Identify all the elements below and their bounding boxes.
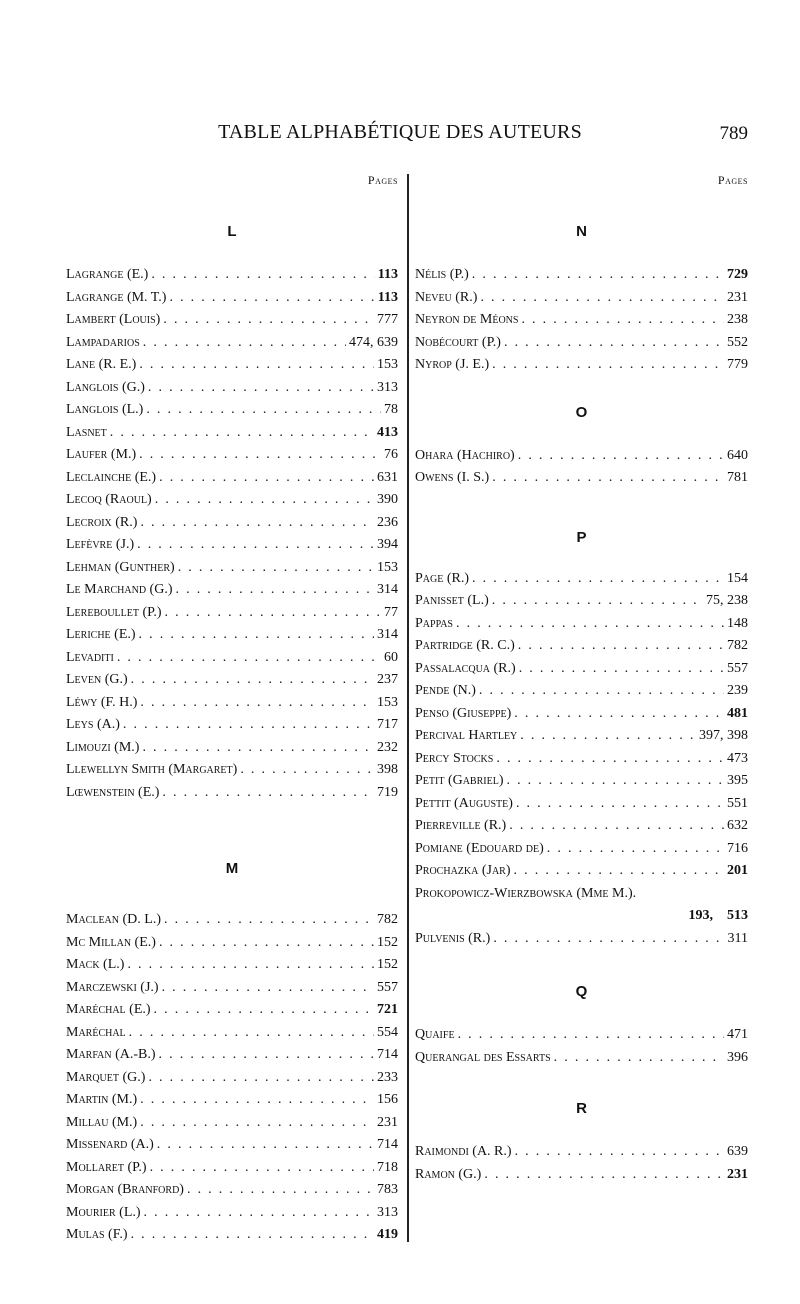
section-letter: R [576,1100,587,1117]
entry-pages: 113 [377,267,398,282]
dot-leader [518,445,724,468]
index-entry [66,759,398,782]
entry-pages: 398 [377,762,398,777]
index-entry [66,999,398,1022]
index-entry [415,725,748,748]
dot-leader [169,287,374,310]
entry-name: Marquet (G.) [66,1069,146,1085]
entry-pages: 152 [377,957,398,972]
entry-name: Pomiane (Edouard de) [415,840,544,856]
entry-pages: 413 [377,424,398,440]
left-column [66,166,398,1247]
entry-name: Lasnet [66,424,107,440]
index-entry [415,1164,748,1187]
entry-name: Mollaret (P.) [66,1159,147,1175]
section-letter: N [576,223,587,240]
section-letter: Q [575,983,588,1000]
index-entry [66,647,398,670]
entry-pages: 394 [377,537,398,552]
entry-name: Lecoq (Raoul) [66,492,152,507]
dot-leader [456,613,724,636]
index-entry [66,444,398,467]
entry-pages: 113 [377,289,398,305]
entry-name: Morgan (Branford) [66,1182,184,1197]
index-entry [66,332,398,355]
index-entry [415,860,748,883]
entry-name: Pappas [415,615,453,631]
index-entry [415,467,748,490]
dot-leader [492,467,724,490]
dot-leader [518,635,724,658]
entry-pages: 314 [377,582,398,597]
entry-name: Mourier (L.) [66,1204,141,1220]
entry-pages: 714 [377,1137,398,1152]
index-entry [415,613,748,636]
entry-name: Pulvenis (R.) [415,930,491,946]
entry-name: Petit (Gabriel) [415,773,504,788]
entry-pages: 60 [384,649,398,665]
entry-name: Maréchal (E.) [66,1002,151,1017]
index-entry [66,692,398,715]
entry-pages: 156 [377,1092,398,1107]
entry-pages: 153 [377,694,398,710]
dot-leader [137,534,374,557]
entry-name: Penso (Giuseppe) [415,705,512,721]
entry-pages: 513 [727,908,748,923]
section-letter: O [575,403,588,421]
entry-pages: 717 [377,717,398,732]
dot-leader [165,602,381,625]
index-entry [66,1179,398,1202]
entry-name: Leven (G.) [66,672,128,687]
entry-name: Panisset (L.) [415,593,489,608]
index-entry [66,782,398,805]
entry-pages: 474, 639 [349,334,398,350]
entry-prokopowicz [415,883,748,906]
entry-name: Marczewski (J.) [66,979,159,995]
entry-pages: 232 [377,739,398,755]
dot-leader [154,999,374,1022]
index-entry [66,1044,398,1067]
index-entry [415,287,748,310]
entry-name: Pende (N.) [415,683,476,698]
index-entry [66,954,398,977]
section-letter: P [576,528,587,546]
entry-pages: 551 [727,795,748,811]
section-O [415,403,748,490]
dot-leader [480,287,724,310]
entry-pages: 781 [727,470,748,485]
dot-leader [516,793,724,816]
entry-pages: 557 [727,660,748,676]
section-letter: M [225,860,239,877]
index-entry [415,658,748,681]
index-entry [66,1224,398,1247]
dot-leader [493,928,724,951]
index-entry [66,354,398,377]
entry-name: Quaife [415,1027,455,1042]
entry-name: Langlois (L.) [66,402,144,417]
page-number: 789 [719,123,748,144]
entry-name: Lecroix (R.) [66,514,138,530]
dot-leader [492,590,703,613]
dot-leader [504,332,724,355]
entry-name: Nélis (P.) [415,267,469,282]
dot-leader [148,1067,374,1090]
entry-pages: 77 [384,604,398,620]
dot-leader [176,579,375,602]
entry-pages: 631 [377,469,398,485]
entries [415,264,748,377]
entry-name: Mack (L.) [66,957,125,972]
dot-leader [178,557,374,580]
dot-leader [479,680,724,703]
index-entry [66,1022,398,1045]
dot-leader [159,467,374,490]
entry-name: Missenard (A.) [66,1137,154,1152]
dot-leader [515,1141,724,1164]
entry-name: Prochazka (Jar) [415,863,511,878]
column-divider [407,174,409,1242]
index-entry [415,332,748,355]
entry-pages: 76 [384,447,398,462]
index-entry [66,1089,398,1112]
entry-name: Raimondi (A. R.) [415,1144,512,1159]
entry-pages: 632 [727,818,748,833]
entry-name: Querangal des Essarts [415,1049,551,1065]
index-entry [415,838,748,861]
entry-pages: 231 [377,1114,398,1130]
entry-name: Léwy (F. H.) [66,694,138,710]
index-entry [415,703,748,726]
entry-name: Neveu (R.) [415,289,478,305]
dot-leader [139,624,374,647]
section-P [415,528,748,951]
index-entry [66,909,398,932]
index-entry [66,264,398,287]
entry-name: Partridge (R. C.) [415,638,515,653]
entry-name: Millau (M.) [66,1114,138,1130]
dot-leader [514,860,724,883]
entry-name: Levaditi [66,649,114,665]
dot-leader [506,770,724,793]
entry-name: Page (R.) [415,570,469,586]
entry-name: Leclainche (E.) [66,469,157,485]
dot-leader [163,309,374,332]
entry-name: Mulas (F.) [66,1227,128,1242]
entry-pages: 783 [377,1182,398,1197]
entry-pages: 419 [377,1227,398,1242]
entry-pages: 554 [377,1024,398,1040]
section-N [415,222,748,377]
entry-name: Lane (R. E.) [66,357,137,372]
entry-pages: 777 [377,312,398,327]
index-entry [415,928,748,951]
dot-leader [143,332,346,355]
entry-pages: 148 [727,615,748,631]
entry-pages: 639 [727,1144,748,1159]
entry-pages: 397, 398 [699,728,748,743]
dot-leader [240,759,374,782]
index-entry [66,1202,398,1225]
dot-leader [554,1047,724,1070]
index-entry [66,489,398,512]
entry-pages: 153 [377,559,398,575]
entry-name: Martin (M.) [66,1092,138,1107]
section-Q [415,982,748,1069]
index-entry [415,264,748,287]
dot-leader [148,377,374,400]
dot-leader [514,703,724,726]
entry-pages: 233 [377,1069,398,1085]
entry-name: Prokopowicz-Wierzbowska (Mme M.). [415,885,637,901]
entry-name: Leys (A.) [66,717,120,732]
dot-leader [144,1202,374,1225]
dot-leader [139,444,381,467]
section-letter: L [227,223,237,240]
entry-name: Mc Millan (E.) [66,934,156,950]
dot-leader [472,568,724,591]
index-entry [66,309,398,332]
right-column [415,166,748,1186]
entry-pages: 719 [377,784,398,800]
dot-leader [509,815,724,838]
entry-pages: 154 [727,570,748,586]
index-entry [66,1134,398,1157]
dot-leader [520,725,696,748]
section-R [415,1099,748,1186]
entry-name: Llewellyn Smith (Margaret) [66,762,238,777]
index-entry [66,602,398,625]
index-entry [66,422,398,445]
dot-leader [140,692,374,715]
entry-pages: 718 [377,1159,398,1175]
index-entry [66,669,398,692]
index-entry [415,815,748,838]
entry-pages: 716 [727,840,748,856]
dot-leader [496,748,724,771]
dot-leader [139,354,374,377]
entry-pages: 313 [377,1204,398,1220]
entry-name: Marfan (A.-B.) [66,1047,156,1062]
index-entry [66,467,398,490]
entry-name: Pierreville (R.) [415,818,507,833]
index-entry [66,932,398,955]
entry-name: Ohara (Hachiro) [415,447,515,463]
index-entry [66,624,398,647]
dot-leader [484,1164,724,1187]
entry-pages: 714 [377,1047,398,1062]
dot-leader [521,309,724,332]
entry-name: Lœwenstein (E.) [66,784,160,800]
entry-name: Ramon (G.) [415,1166,482,1182]
entry-name: Maclean (D. L.) [66,912,161,927]
index-entry [415,445,748,468]
index-entry [66,557,398,580]
entries [415,568,748,883]
index-entry [415,568,748,591]
entry-name: Lehman (Gunther) [66,559,175,575]
entries [415,445,748,490]
entry-pages: 231 [727,289,748,305]
dot-leader [157,1134,374,1157]
dot-leader [162,977,374,1000]
entry-name: Lefèvre (J.) [66,537,135,552]
entry-pages: 239 [727,683,748,698]
entry-continuation [415,905,748,928]
dot-leader [129,1022,374,1045]
dot-leader [164,909,374,932]
entry-name: Langlois (G.) [66,379,145,395]
index-entry [415,635,748,658]
entry-name: Nobécourt (P.) [415,334,501,350]
dot-leader [458,1024,724,1047]
index-entry [415,1024,748,1047]
index-entry [66,377,398,400]
entry-name: Neyron de Méons [415,312,519,327]
dot-leader [155,489,374,512]
index-entry [66,1067,398,1090]
index-entry [66,512,398,535]
entry-pages: 782 [727,638,748,653]
entries [415,928,748,951]
entries [66,264,398,804]
dot-leader [150,1157,374,1180]
entry-name: Passalacqua (R.) [415,660,516,676]
index-entry [415,590,748,613]
entry-pages: 395 [727,773,748,788]
entry-pages: 201 [727,863,748,878]
entry-name: Laufer (M.) [66,447,137,462]
dot-leader [131,669,374,692]
index-entry [66,1112,398,1135]
dot-leader [146,399,381,422]
index-entry [66,714,398,737]
dot-leader [472,264,724,287]
index-entry [415,1141,748,1164]
entry-pages: 481 [727,705,748,721]
entry-name: Percy Stocks [415,750,494,766]
entry-pages: 471 [727,1027,748,1042]
entry-name: Lereboullet (P.) [66,604,162,620]
entry-pages: 75, 238 [706,593,748,608]
index-entry [415,793,748,816]
dot-leader [151,264,374,287]
dot-leader [140,512,374,535]
index-entry [415,309,748,332]
entry-pages: 640 [727,447,748,463]
entry-pages: 231 [727,1166,748,1182]
dot-leader [159,932,374,955]
index-entry [415,1047,748,1070]
dot-leader [140,1112,374,1135]
entry-name: Le Marchand (G.) [66,582,173,597]
entry-pages: 313 [377,379,398,395]
dot-leader [519,658,724,681]
entry-pages: 78 [384,402,398,417]
section-L [66,222,398,804]
entry-pages: 552 [727,334,748,350]
index-entry [66,534,398,557]
entry-name: Pettit (Auguste) [415,795,513,811]
index-entry [415,354,748,377]
index-entry [66,977,398,1000]
entry-pages: 473 [727,750,748,766]
entry-pages: 557 [377,979,398,995]
dot-leader [492,354,724,377]
dot-leader [110,422,374,445]
entry-name: Lambert (Louis) [66,312,161,327]
pages-label: Pages [717,173,748,187]
entry-pages: 721 [377,1002,398,1017]
entry-name: Limouzi (M.) [66,739,140,755]
running-title: TABLE ALPHABÉTIQUE DES AUTEURS [218,121,582,143]
entry-name: Maréchal [66,1024,126,1040]
dot-leader [162,782,374,805]
dot-leader [159,1044,374,1067]
dot-leader [117,647,381,670]
section-M [66,859,398,1247]
pages-label: Pages [367,173,398,187]
entries [415,1024,748,1069]
entry-pages: 237 [377,672,398,687]
entry-name: Lampadarios [66,334,140,350]
entry-pages: 311 [727,930,748,946]
index-entry [66,737,398,760]
entry-pages: 779 [727,357,748,372]
entry-pages: 782 [377,912,398,927]
entry-name: Nyrop (J. E.) [415,357,490,372]
dot-leader [123,714,374,737]
index-entry [415,748,748,771]
entry-pages: 238 [727,312,748,327]
dot-leader [140,1089,374,1112]
dot-leader [187,1179,374,1202]
index-entry [66,579,398,602]
entry-name: Lagrange (E.) [66,267,149,282]
dot-leader [547,838,724,861]
index-entry [66,287,398,310]
entries [415,1141,748,1186]
entry-name: Owens (I. S.) [415,470,490,485]
entries [66,909,398,1247]
entry-pages: 236 [377,514,398,530]
entry-name: Lagrange (M. T.) [66,289,167,305]
entry-pages: 729 [727,267,748,282]
index-entry [66,399,398,422]
entry-pages: 390 [377,492,398,507]
index-entry [415,680,748,703]
entry-pages: 193, [688,908,713,923]
entry-pages: 314 [377,627,398,642]
index-entry [415,770,748,793]
entry-name: Percival Hartley [415,728,518,743]
dot-leader [127,954,374,977]
entry-name: Leriche (E.) [66,627,136,642]
index-entry [66,1157,398,1180]
entry-pages: 396 [727,1049,748,1065]
entry-pages: 153 [377,357,398,372]
dot-leader [131,1224,374,1247]
entry-pages: 152 [377,934,398,950]
dot-leader [142,737,374,760]
